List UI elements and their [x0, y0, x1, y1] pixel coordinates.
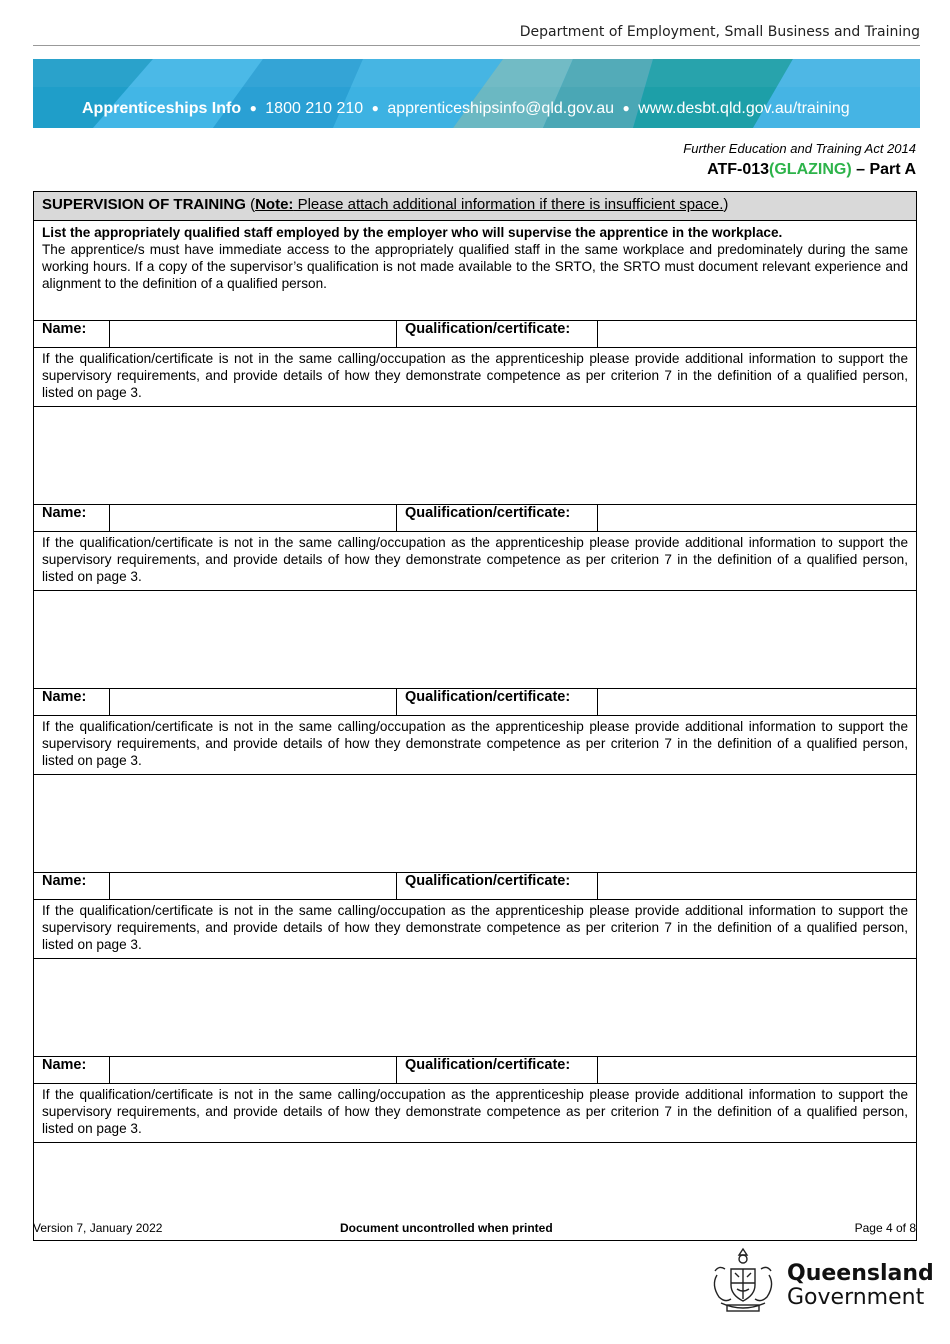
legislation-act: Further Education and Training Act 2014: [683, 141, 916, 156]
supervisor-name-row: [34, 1057, 917, 1084]
bullet-separator: ●: [249, 101, 257, 115]
info-banner: [33, 59, 920, 128]
supervisor-info-row: [34, 532, 917, 591]
supervisor-info-row: [34, 900, 917, 959]
supervisor-details-row: [34, 407, 917, 505]
supervisor-name-row: [34, 505, 917, 532]
name-field[interactable]: [110, 321, 397, 348]
version-info: Version 7, January 2022: [33, 1221, 163, 1235]
note-close-paren: ): [723, 196, 729, 213]
form-part: – Part A: [851, 161, 916, 178]
banner-title: Apprenticeships Info: [82, 100, 242, 117]
bullet-separator: ●: [622, 101, 630, 115]
department-name: Department of Employment, Small Business and Training: [519, 24, 920, 40]
name-label: Name:: [34, 321, 110, 348]
qualification-label: Qualification/certificate:: [397, 689, 598, 716]
qualification-field[interactable]: [598, 505, 917, 532]
name-label: Name:: [34, 1057, 110, 1084]
supervisor-info-row: [34, 1084, 917, 1143]
section-header: [34, 192, 917, 221]
banner-website-link[interactable]: www.desbt.qld.gov.au/training: [638, 100, 850, 117]
instruction-body: The apprentice/s must have immediate access to the appropriately qualified staff in the same workplace and predominately during the same working hours. If a copy of the supervisor’s qualification is not made available to the SRTO, the SRTO must document relevant experience and alignment to the definition of a qualified person.: [42, 242, 909, 291]
section-title: SUPERVISION OF TRAINING: [42, 196, 246, 213]
bullet-separator: ●: [371, 101, 379, 115]
qualification-label: Qualification/certificate:: [397, 505, 598, 532]
section-instructions: [34, 221, 917, 321]
supervisor-name-row: [34, 689, 917, 716]
name-field[interactable]: [110, 1057, 397, 1084]
note-label: Note:: [255, 196, 294, 213]
header-divider: [33, 45, 920, 46]
name-label: Name:: [34, 873, 110, 900]
additional-info-instruction: If the qualification/certificate is not in the same calling/occupation as the apprenticeship please provide additional information to support the supervisory requirements, and provide details of how they demonstrate competence as per criterion 7 in the definition of a qualified person, listed on page 3.: [34, 900, 917, 959]
qualification-label: Qualification/certificate:: [397, 873, 598, 900]
banner-contact-line: [82, 100, 850, 118]
additional-info-instruction: If the qualification/certificate is not in the same calling/occupation as the apprenticeship please provide additional information to support the supervisory requirements, and provide details of how they demonstrate competence as per criterion 7 in the definition of a qualified person, listed on page 3.: [34, 348, 917, 407]
qualification-field[interactable]: [598, 873, 917, 900]
supervision-table: [33, 191, 917, 1241]
supervisor-info-row: [34, 348, 917, 407]
name-field[interactable]: [110, 689, 397, 716]
supervisor-info-row: [34, 716, 917, 775]
supervisor-name-row: [34, 873, 917, 900]
page-number: Page 4 of 8: [854, 1221, 916, 1235]
qualification-field[interactable]: [598, 321, 917, 348]
qualification-label: Qualification/certificate:: [397, 321, 598, 348]
queensland-coat-of-arms-icon: [707, 1245, 779, 1317]
additional-info-field[interactable]: [34, 591, 917, 689]
name-label: Name:: [34, 505, 110, 532]
additional-info-instruction: If the qualification/certificate is not in the same calling/occupation as the apprenticeship please provide additional information to support the supervisory requirements, and provide details of how they demonstrate competence as per criterion 7 in the definition of a qualified person, listed on page 3.: [34, 532, 917, 591]
banner-email-link[interactable]: apprenticeshipsinfo@qld.gov.au: [387, 100, 615, 117]
supervisor-details-row: [34, 775, 917, 873]
name-field[interactable]: [110, 505, 397, 532]
additional-info-field[interactable]: [34, 775, 917, 873]
form-variant: (GLAZING): [769, 161, 852, 178]
logo-line-1: Queensland: [787, 1261, 934, 1286]
note-open-paren: (: [245, 196, 256, 213]
qualification-field[interactable]: [598, 689, 917, 716]
qualification-label: Qualification/certificate:: [397, 1057, 598, 1084]
additional-info-field[interactable]: [34, 959, 917, 1057]
logo-line-2: Government: [787, 1285, 925, 1310]
additional-info-field[interactable]: [34, 407, 917, 505]
supervisor-details-row: [34, 591, 917, 689]
additional-info-instruction: If the qualification/certificate is not in the same calling/occupation as the apprenticeship please provide additional information to support the supervisory requirements, and provide details of how they demonstrate competence as per criterion 7 in the definition of a qualified person, listed on page 3.: [34, 716, 917, 775]
instruction-heading: List the appropriately qualified staff employed by the employer who will supervise the apprentice in the workplace.: [42, 225, 783, 240]
name-field[interactable]: [110, 873, 397, 900]
form-identifier: [707, 161, 916, 179]
uncontrolled-notice: Document uncontrolled when printed: [340, 1221, 553, 1235]
name-label: Name:: [34, 689, 110, 716]
banner-phone[interactable]: 1800 210 210: [265, 100, 364, 117]
supervisor-name-row: [34, 321, 917, 348]
queensland-government-logo: [787, 1262, 934, 1310]
supervisor-details-row: [34, 959, 917, 1057]
qualification-field[interactable]: [598, 1057, 917, 1084]
note-text: Please attach additional information if there is insufficient space.: [293, 196, 724, 213]
form-code: ATF-013: [707, 161, 770, 178]
additional-info-instruction: If the qualification/certificate is not in the same calling/occupation as the apprenticeship please provide additional information to support the supervisory requirements, and provide details of how they demonstrate competence as per criterion 7 in the definition of a qualified person, listed on page 3.: [34, 1084, 917, 1143]
